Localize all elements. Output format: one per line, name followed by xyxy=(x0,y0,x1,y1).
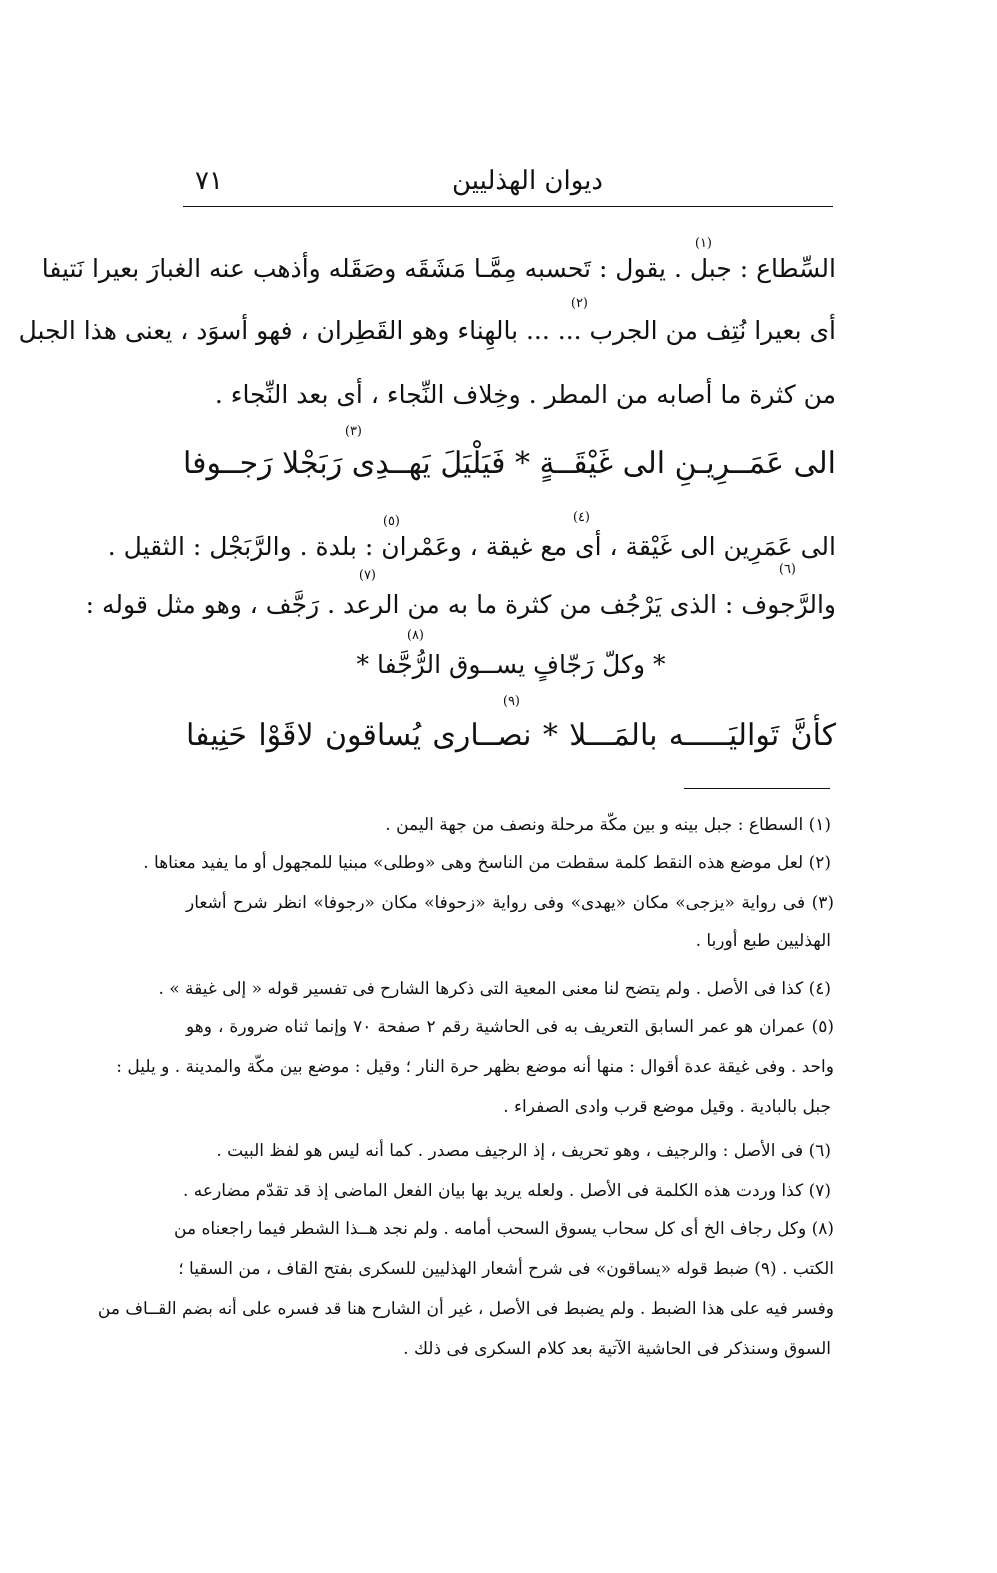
page-number: ٧١ xyxy=(195,166,223,196)
ref-marker-2: (٢) xyxy=(570,296,588,311)
ref-marker-4: (٤) xyxy=(572,510,590,525)
quoted-hemistich: * وكلّ رَجّافٍ يســوق الرُّجَّفا * xyxy=(356,650,666,679)
running-title: ديوان الهذليين xyxy=(451,166,603,196)
footnote-9-line-2: السوق وسنذكر فى الحاشية الآتية بعد كلام السكرى فى ذلك . xyxy=(403,1339,831,1359)
ref-marker-5: (٥) xyxy=(382,514,400,529)
text-line-3: من كثرة ما أصابه من المطر . وخِلاف النِّجاء ، أى بعد النِّجاء . xyxy=(214,380,836,409)
ref-marker-3: (٣) xyxy=(344,424,362,439)
footnote-9-line-1: وفسر فيه على هذا الضبط . ولم يضبط فى الأصل ، غير أن الشارح هنا قد فسره على أنه بضم القــاف من xyxy=(97,1299,834,1319)
verse-line-1: الى عَمَــرِيـنِ الى غَيْقَــةٍ * فَيَلْيَلَ يَهــدِى رَبَجْلا رَجــوفا xyxy=(183,446,836,481)
ref-marker-9: (٩) xyxy=(502,694,520,709)
footnote-4: (٤) كذا فى الأصل . ولم يتضح لنا معنى المعية التى ذكرها الشارح فى تفسير قوله « إلى غيقة » . xyxy=(158,979,831,999)
ref-marker-7: (٧) xyxy=(358,568,376,583)
footnote-rule xyxy=(684,788,830,789)
text-line-2: أى بعيرا نُتِف من الجرب ... ... بالهِناء وهو القَطِران ، فهو أسوَد ، يعنى هذا الجبل xyxy=(18,316,836,345)
footnote-3-line-2: الهذليين طبع أوربا . xyxy=(695,931,831,951)
footnote-8-line-2: الكتب . (٩) ضبط قوله «يساقون» فى شرح أشعار الهذليين للسكرى بفتح القاف ، من السقيا ؛ xyxy=(178,1259,834,1279)
text-line-1: السِّطاع : جبل . يقول : تَحسبه مِمَّـا مَشَقَه وصَقَله وأذهب عنه الغبارَ بعيرا نَتيفا xyxy=(41,254,836,283)
ref-marker-6: (٦) xyxy=(778,562,796,577)
ref-marker-8: (٨) xyxy=(406,628,424,643)
footnote-5-line-1: (٥) عمران هو عمر السابق التعريف به فى الحاشية رقم ٢ صفحة ٧٠ وإنما ثناه ضرورة ، وهو xyxy=(186,1017,834,1037)
footnote-1: (١) السطاع : جبل بينه و بين مكّة مرحلة ونصف من جهة اليمن . xyxy=(385,815,831,835)
verse-line-2: كأنَّ تَواليَـــــه بالمَـــلا * نصــارى يُساقون لاقَوْا حَنِيفا xyxy=(186,718,836,753)
footnote-8-line-1: (٨) وكل رجاف الخ أى كل سحاب يسوق السحب أمامه . ولم نجد هــذا الشطر فيما راجعناه من xyxy=(174,1219,834,1239)
footnote-5-line-3: جبل بالبادية . وقيل موضع قرب وادى الصفراء . xyxy=(503,1097,831,1117)
footnote-3-line-1: (٣) فى رواية «يزجى» مكان «يهدى» وفى رواية «زحوفا» مكان «رجوفا» انظر شرح أشعار xyxy=(186,893,834,913)
footnote-2: (٢) لعل موضع هذه النقط كلمة سقطت من الناسخ وهى «وطلى» مبنيا للمجهول أو ما يفيد معناها . xyxy=(143,853,831,873)
ref-marker-1: (١) xyxy=(694,236,712,251)
footnote-7: (٧) كذا وردت هذه الكلمة فى الأصل . ولعله يريد بها بيان الفعل الماضى إذ قد تقدّم مضارعه . xyxy=(183,1181,831,1201)
footnote-5-line-2: واحد . وفى غيقة عدة أقوال : منها أنه موضع بظهر حرة النار ؛ وقيل : موضع بين مكّة والمدينة . و يليل : xyxy=(116,1057,834,1077)
text-line-5: والرَّجوف : الذى يَرْجُف من كثرة ما به من الرعد . رَجَّف ، وهو مثل قوله : xyxy=(85,590,836,619)
text-line-4: الى عَمَرِين الى غَيْقة ، أى مع غيقة ، وعَمْران : بلدة . والرَّبَجْل : الثقيل . xyxy=(107,532,836,561)
footnote-6: (٦) فى الأصل : والرجيف ، وهو تحريف ، إذ الرجيف مصدر . كما أنه ليس هو لفظ البيت . xyxy=(216,1141,831,1161)
main-text xyxy=(18,0,836,780)
